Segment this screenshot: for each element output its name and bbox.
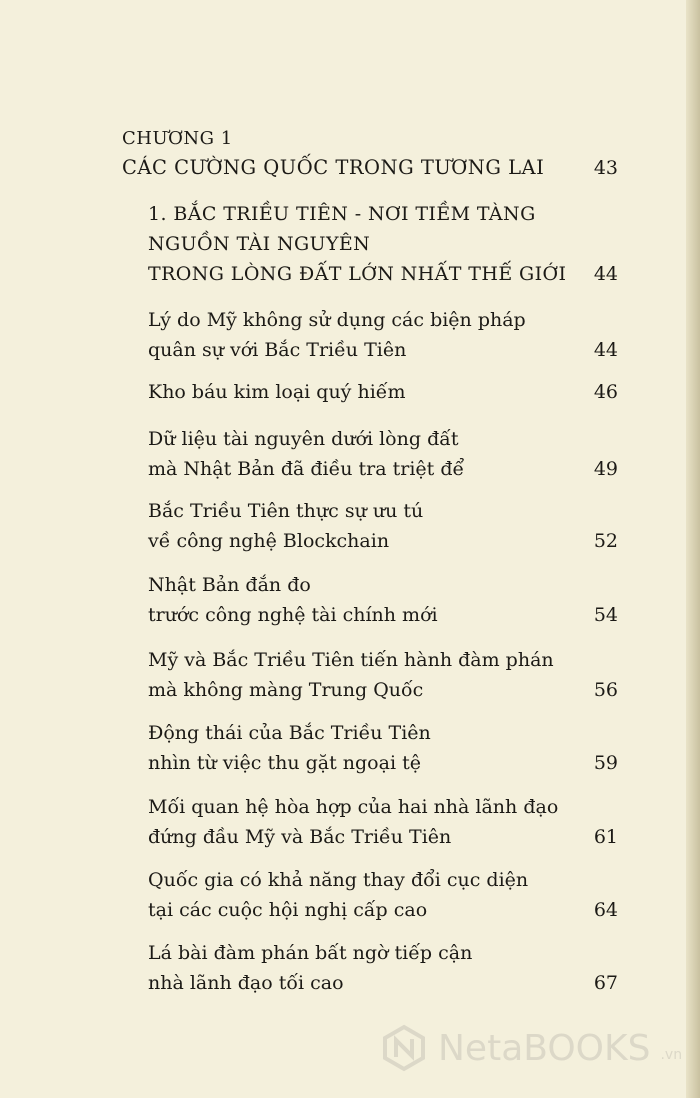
toc-entry <box>148 570 618 630</box>
toc-entry-line: NGUỒN TÀI NGUYÊN <box>148 233 371 255</box>
toc-entry-line: Kho báu kim loại quý hiếm <box>148 381 406 403</box>
toc-entry-line: 1. BẮC TRIỀU TIÊN - NƠI TIỀM TÀNG <box>148 203 536 225</box>
toc-page-number: 54 <box>593 604 618 626</box>
toc-entry-line: tại các cuộc hội nghị cấp cao <box>148 899 428 921</box>
toc-page-number: 56 <box>593 679 618 701</box>
toc-entry-line: nhìn từ việc thu gặt ngoại tệ <box>148 752 421 774</box>
toc-entry <box>148 496 618 556</box>
toc-entry-line: Mối quan hệ hòa hợp của hai nhà lãnh đạo <box>148 796 559 818</box>
toc-entry-line: Lá bài đàm phán bất ngờ tiếp cận <box>148 942 473 964</box>
toc-entry <box>148 199 618 289</box>
toc-entry-line: Nhật Bản đắn đo <box>148 574 311 596</box>
toc-entry-line: Động thái của Bắc Triều Tiên <box>148 722 431 744</box>
toc-entry-line: Lý do Mỹ không sử dụng các biện pháp <box>148 309 526 331</box>
toc-page-number: 44 <box>593 263 618 285</box>
toc-entry-line: đứng đầu Mỹ và Bắc Triều Tiên <box>148 826 452 848</box>
toc-entry <box>148 718 618 778</box>
watermark-logo-icon <box>380 1024 428 1072</box>
toc-entry <box>148 305 618 365</box>
toc-entry-line: nhà lãnh đạo tối cao <box>148 972 344 994</box>
toc-entry-line: Quốc gia có khả năng thay đổi cục diện <box>148 869 529 891</box>
toc-page-number: 49 <box>593 458 618 480</box>
toc-page-number: 59 <box>593 752 618 774</box>
toc-page-number: 52 <box>593 530 618 552</box>
toc-page-number: 61 <box>593 826 618 848</box>
toc-page-number: 44 <box>593 339 618 361</box>
toc-entry-line: trước công nghệ tài chính mới <box>148 604 438 626</box>
toc-entry <box>148 938 618 998</box>
watermark-suffix: .vn <box>660 1047 683 1063</box>
watermark <box>380 1018 690 1078</box>
toc-entry <box>148 865 618 925</box>
toc-entry <box>148 645 618 705</box>
toc-entry-line: TRONG LÒNG ĐẤT LỚN NHẤT THẾ GIỚI <box>148 263 567 285</box>
toc-entry-line: về công nghệ Blockchain <box>148 530 390 552</box>
chapter-title: CÁC CƯỜNG QUỐC TRONG TƯƠNG LAI <box>122 156 545 179</box>
toc-entry-line: mà không màng Trung Quốc <box>148 679 424 701</box>
toc-entry-line: Bắc Triều Tiên thực sự ưu tú <box>148 500 424 522</box>
watermark-brand: NetaBOOKS <box>438 1027 651 1069</box>
toc-entry-line: Dữ liệu tài nguyên dưới lòng đất <box>148 428 459 450</box>
toc-entry <box>148 424 618 484</box>
toc-entry-line: mà Nhật Bản đã điều tra triệt để <box>148 458 465 480</box>
toc-entry <box>148 792 618 852</box>
toc-page-number: 67 <box>593 972 618 994</box>
chapter-label: CHƯƠNG 1 <box>122 128 233 149</box>
toc-entry-line: quân sự với Bắc Triều Tiên <box>148 339 407 361</box>
toc-entry <box>148 377 618 407</box>
chapter-page-number: 43 <box>593 157 618 179</box>
toc-page-number: 46 <box>593 381 618 403</box>
toc-entry-line: Mỹ và Bắc Triều Tiên tiến hành đàm phán <box>148 649 554 671</box>
toc-page-number: 64 <box>593 899 618 921</box>
